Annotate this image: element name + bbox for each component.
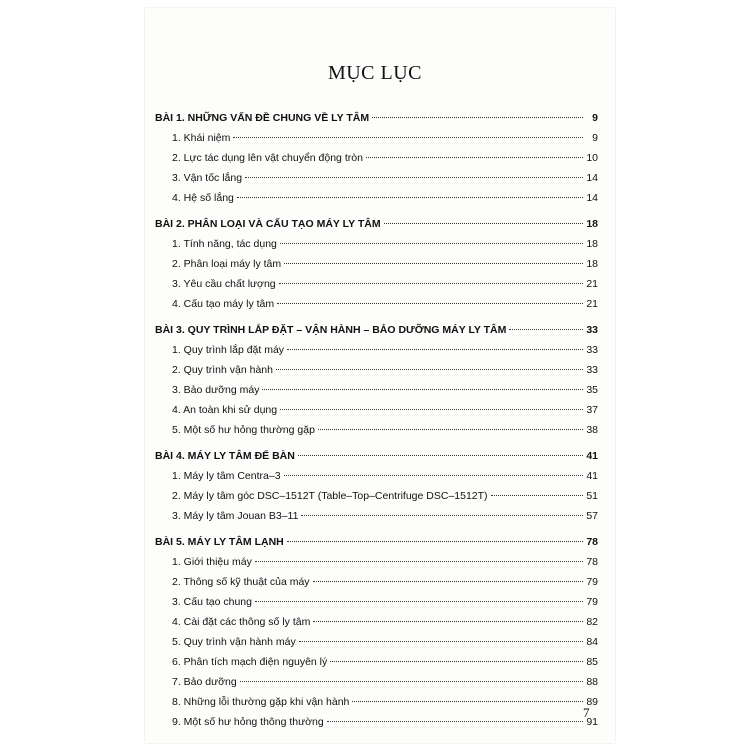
toc-entry — [155, 168, 598, 188]
toc-entry-label: 4. An toàn khi sử dụng — [172, 404, 278, 416]
toc-entry — [155, 692, 598, 712]
dot-leader — [280, 409, 583, 410]
toc-entry-label: 3. Bảo dưỡng máy — [172, 384, 260, 396]
toc-entry-label: 3. Cấu tạo chung — [172, 596, 252, 608]
dot-leader — [384, 223, 583, 224]
toc-chapter-heading-page: 18 — [586, 218, 598, 230]
toc-entry-label: 4. Hệ số lắng — [172, 192, 234, 204]
table-of-contents — [155, 108, 598, 738]
dot-leader — [299, 641, 583, 642]
dot-leader — [255, 601, 583, 602]
toc-chapter-heading-page: 33 — [586, 324, 598, 336]
toc-entry-page: 57 — [586, 510, 598, 522]
toc-entry-label: 5. Một số hư hỏng thường gặp — [172, 424, 315, 436]
toc-chapter — [155, 108, 598, 208]
toc-entry — [155, 486, 598, 506]
toc-entry-label: 8. Những lỗi thường gặp khi vận hành — [172, 696, 350, 708]
toc-entry-page: 35 — [586, 384, 598, 396]
toc-entry-label: 2. Lực tác dụng lên vật chuyển động tròn — [172, 152, 363, 164]
dot-leader — [245, 177, 583, 178]
toc-entry-label: 9. Một số hư hỏng thông thường — [172, 716, 324, 728]
toc-entry — [155, 592, 598, 612]
toc-entry-label: 3. Máy ly tâm Jouan B3–11 — [172, 510, 299, 522]
toc-chapter-heading — [155, 320, 598, 340]
dot-leader — [313, 621, 583, 622]
toc-chapter-heading — [155, 214, 598, 234]
toc-entry-page: 21 — [586, 278, 598, 290]
toc-entry-label: 3. Vận tốc lắng — [172, 172, 243, 184]
toc-entry — [155, 128, 598, 148]
toc-entry-page: 9 — [592, 132, 598, 144]
toc-entry-page: 78 — [586, 556, 598, 568]
toc-entry — [155, 712, 598, 732]
toc-entry-label: 7. Bảo dưỡng — [172, 676, 237, 688]
dot-leader — [284, 263, 583, 264]
toc-entry-page: 89 — [586, 696, 598, 708]
dot-leader — [284, 475, 583, 476]
dot-leader — [237, 197, 583, 198]
dot-leader — [255, 561, 583, 562]
dot-leader — [280, 243, 583, 244]
toc-entry-label: 1. Tính năng, tác dụng — [172, 238, 277, 250]
toc-entry-page: 10 — [586, 152, 598, 164]
page-number: 7 — [583, 705, 590, 720]
toc-entry-label: 5. Quy trình vận hành máy — [172, 636, 296, 648]
toc-entry — [155, 294, 598, 314]
toc-chapter-heading-label: BÀI 2. PHÂN LOẠI VÀ CẤU TẠO MÁY LY TÂM — [155, 218, 381, 230]
toc-entry-label: 2. Quy trình vận hành — [172, 364, 273, 376]
toc-entry-page: 21 — [586, 298, 598, 310]
toc-entry-page: 79 — [586, 576, 598, 588]
toc-entry-page: 82 — [586, 616, 598, 628]
toc-entry — [155, 274, 598, 294]
toc-entry — [155, 552, 598, 572]
dot-leader — [509, 329, 583, 330]
toc-entry-page: 91 — [586, 716, 598, 728]
toc-chapter-heading-page: 41 — [586, 450, 598, 462]
dot-leader — [327, 721, 583, 722]
dot-leader — [366, 157, 583, 158]
toc-chapter-heading-label: BÀI 5. MÁY LY TÂM LẠNH — [155, 536, 284, 548]
toc-entry-page: 18 — [586, 238, 598, 250]
toc-entry-page: 84 — [586, 636, 598, 648]
toc-entry-label: 4. Cài đặt các thông số ly tâm — [172, 616, 311, 628]
dot-leader — [277, 303, 583, 304]
toc-entry-page: 88 — [586, 676, 598, 688]
toc-chapter-heading — [155, 532, 598, 552]
toc-entry — [155, 254, 598, 274]
toc-entry-label: 2. Phân loại máy ly tâm — [172, 258, 282, 270]
dot-leader — [279, 283, 583, 284]
toc-entry-page: 33 — [586, 344, 598, 356]
toc-entry — [155, 340, 598, 360]
dot-leader — [240, 681, 583, 682]
toc-chapter — [155, 446, 598, 526]
toc-entry — [155, 652, 598, 672]
dot-leader — [313, 581, 583, 582]
toc-entry-page: 85 — [586, 656, 598, 668]
toc-chapter-heading — [155, 108, 598, 128]
toc-entry-label: 1. Khái niệm — [172, 132, 231, 144]
toc-entry-label: 1. Giới thiệu máy — [172, 556, 252, 568]
toc-entry — [155, 188, 598, 208]
dot-leader — [318, 429, 583, 430]
toc-chapter-heading-label: BÀI 3. QUY TRÌNH LẮP ĐẶT – VẬN HÀNH – BẢO DƯỠNG MÁY LY TÂM — [155, 324, 507, 336]
toc-entry-page: 33 — [586, 364, 598, 376]
toc-entry — [155, 672, 598, 692]
toc-entry — [155, 506, 598, 526]
toc-entry — [155, 400, 598, 420]
dot-leader — [491, 495, 583, 496]
toc-entry — [155, 148, 598, 168]
toc-entry-label: 2. Máy ly tâm góc DSC–1512T (Table–Top–Centrifuge DSC–1512T) — [172, 490, 488, 502]
toc-entry-page: 14 — [586, 192, 598, 204]
toc-entry-label: 2. Thông số kỹ thuật của máy — [172, 576, 310, 588]
dot-leader — [262, 389, 583, 390]
toc-entry-label: 6. Phân tích mạch điện nguyên lý — [172, 656, 328, 668]
dot-leader — [233, 137, 583, 138]
page-title: MỤC LỤC — [327, 62, 423, 84]
dot-leader — [287, 349, 583, 350]
toc-chapter — [155, 214, 598, 314]
toc-entry-page: 18 — [586, 258, 598, 270]
toc-entry-page: 41 — [586, 470, 598, 482]
toc-chapter — [155, 532, 598, 732]
toc-entry-page: 51 — [586, 490, 598, 502]
toc-entry-page: 14 — [586, 172, 598, 184]
toc-chapter-heading — [155, 446, 598, 466]
toc-entry-label: 1. Máy ly tâm Centra–3 — [172, 470, 281, 482]
toc-entry-page: 37 — [586, 404, 598, 416]
toc-entry-label: 4. Cấu tạo máy ly tâm — [172, 298, 275, 310]
dot-leader — [287, 541, 583, 542]
toc-entry — [155, 612, 598, 632]
toc-chapter-heading-label: BÀI 4. MÁY LY TÂM ĐỂ BÀN — [155, 450, 295, 462]
dot-leader — [352, 701, 583, 702]
toc-chapter — [155, 320, 598, 440]
toc-entry — [155, 234, 598, 254]
toc-entry — [155, 380, 598, 400]
toc-entry — [155, 420, 598, 440]
dot-leader — [330, 661, 583, 662]
dot-leader — [276, 369, 583, 370]
dot-leader — [298, 455, 583, 456]
toc-entry — [155, 466, 598, 486]
toc-entry — [155, 572, 598, 592]
toc-entry — [155, 360, 598, 380]
toc-entry-label: 1. Quy trình lắp đặt máy — [172, 344, 285, 356]
dot-leader — [301, 515, 583, 516]
toc-entry-label: 3. Yêu cầu chất lượng — [172, 278, 276, 290]
toc-chapter-heading-page: 9 — [592, 112, 598, 124]
toc-entry-page: 79 — [586, 596, 598, 608]
toc-entry — [155, 632, 598, 652]
toc-entry-page: 38 — [586, 424, 598, 436]
toc-chapter-heading-label: BÀI 1. NHỮNG VẤN ĐỀ CHUNG VỀ LY TÂM — [155, 112, 370, 124]
toc-chapter-heading-page: 78 — [586, 536, 598, 548]
dot-leader — [372, 117, 583, 118]
